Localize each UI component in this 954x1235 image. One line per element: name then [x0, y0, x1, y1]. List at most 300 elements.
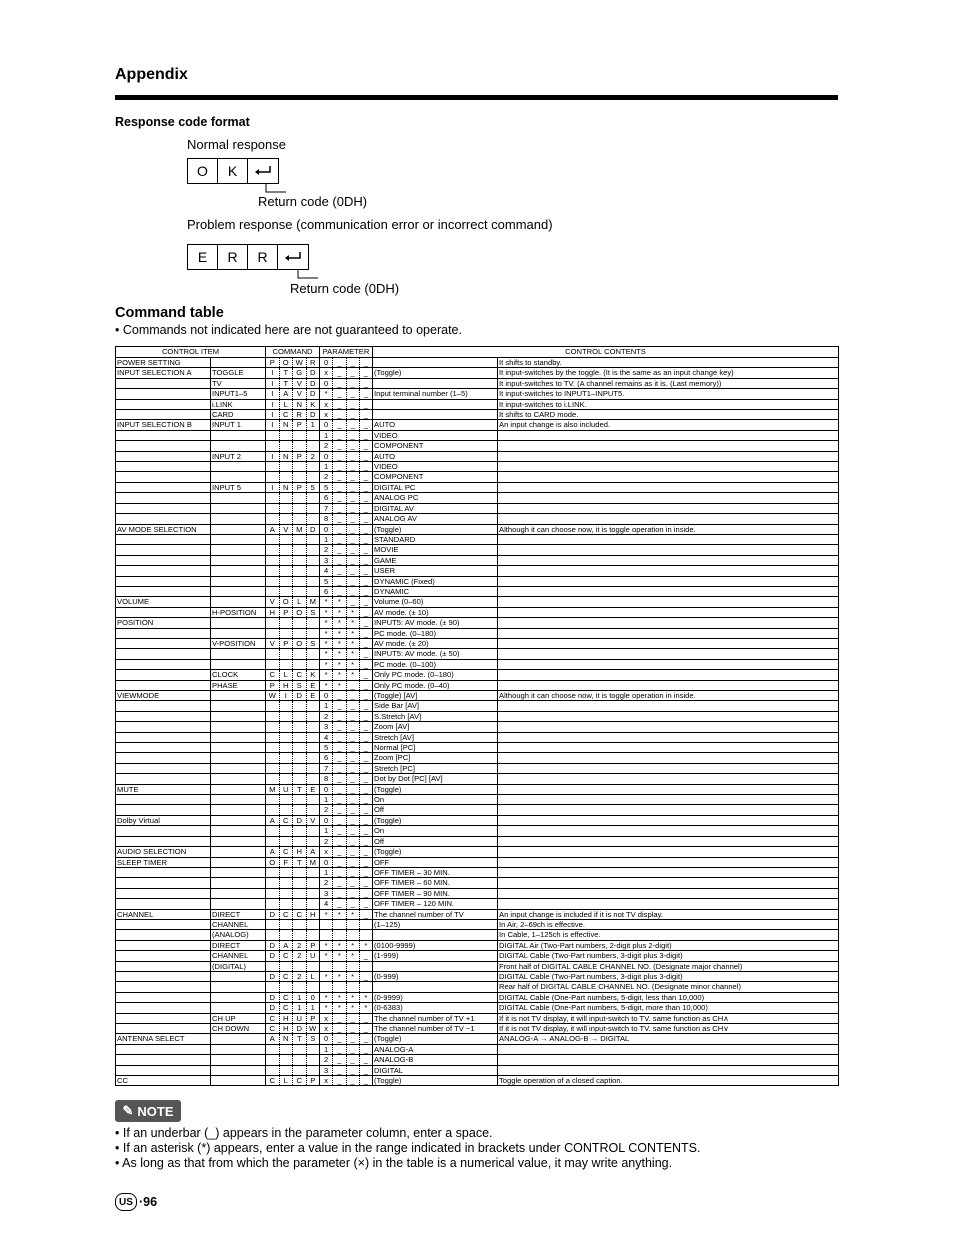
char-slot: _: [333, 795, 346, 804]
contents-cell: [498, 430, 839, 440]
sub-item-cell: [211, 784, 266, 794]
char-slot: _: [363, 1044, 368, 1054]
contents-cell: [498, 451, 839, 461]
parameter-cell: [320, 992, 373, 1002]
command-cell-chars: [266, 462, 319, 471]
contents-cell: [498, 732, 839, 742]
parameter-cell: [320, 982, 373, 992]
char-slot: M: [309, 857, 316, 867]
char-slot: 8: [320, 514, 333, 523]
table-row: [116, 722, 839, 732]
command-cell-chars: [266, 847, 319, 856]
control-item-cell: [116, 503, 211, 513]
char-slot: [280, 899, 294, 908]
char-slot: [307, 660, 320, 669]
char-slot: [360, 982, 372, 991]
char-slot: [307, 764, 320, 773]
char-slot: T: [280, 368, 294, 377]
char-slot: 0: [320, 379, 333, 388]
description-cell: ANALOG-A: [373, 1044, 498, 1054]
parameter-cell-chars: [320, 400, 372, 409]
control-item-cell: [116, 1065, 211, 1075]
char-slot: 0: [320, 691, 333, 700]
table-row: [116, 638, 839, 648]
char-slot: [280, 878, 294, 887]
char-slot: [280, 795, 294, 804]
char-slot: [307, 889, 320, 898]
char-slot: _: [363, 857, 368, 867]
char-slot: [293, 556, 307, 565]
parameter-cell: [320, 1076, 373, 1086]
char-slot: _: [347, 472, 360, 481]
char-box: E: [188, 245, 218, 269]
control-item-cell: [116, 389, 211, 399]
command-cell: [266, 368, 320, 378]
parameter-cell-chars: [320, 899, 372, 908]
char-slot: [293, 733, 307, 742]
char-slot: [280, 493, 294, 502]
parameter-cell: [320, 1044, 373, 1054]
parameter-cell-chars: [320, 982, 372, 991]
char-slot: [280, 1066, 294, 1075]
table-row: [116, 680, 839, 690]
table-row: [116, 888, 839, 898]
command-cell-chars: [266, 1014, 319, 1023]
char-slot: H: [280, 1024, 294, 1033]
sub-item-cell: [211, 430, 266, 440]
char-slot: [293, 962, 307, 971]
contents-cell: [498, 888, 839, 898]
char-slot: [293, 868, 307, 877]
command-cell: [266, 378, 320, 388]
char-slot: _: [333, 472, 346, 481]
command-cell-chars: [266, 826, 319, 835]
char-slot: P: [280, 608, 294, 617]
control-item-cell: [116, 670, 211, 680]
command-cell: [266, 805, 320, 815]
table-row: [116, 878, 839, 888]
parameter-cell: [320, 857, 373, 867]
parameter-cell: [320, 368, 373, 378]
description-cell: Volume (0–60): [373, 597, 498, 607]
table-row: [116, 389, 839, 399]
command-cell-chars: [266, 1024, 319, 1033]
parameter-cell: [320, 576, 373, 586]
command-cell: [266, 566, 320, 576]
char-slot: [293, 587, 307, 596]
char-slot: [293, 899, 307, 908]
char-slot: _: [347, 753, 360, 762]
char-slot: [280, 545, 294, 554]
sub-item-cell: [211, 503, 266, 513]
description-cell: INPUT5: AV mode. (± 50): [373, 649, 498, 659]
parameter-cell-chars: [320, 930, 372, 939]
char-slot: [266, 733, 280, 742]
contents-cell: [498, 847, 839, 857]
char-slot: S: [310, 607, 316, 617]
command-cell-chars: [266, 441, 319, 450]
char-slot: *: [333, 639, 346, 648]
char-slot: _: [363, 649, 368, 659]
table-row: [116, 514, 839, 524]
char-slot: D: [266, 941, 280, 950]
char-slot: _: [347, 805, 360, 814]
char-slot: [280, 764, 294, 773]
char-slot: _: [363, 399, 368, 409]
char-slot: [280, 535, 294, 544]
table-row: [116, 992, 839, 1002]
char-slot: _: [363, 826, 368, 836]
char-slot: _: [347, 868, 360, 877]
description-cell: (Toggle): [373, 368, 498, 378]
sub-item-cell: [211, 732, 266, 742]
char-slot: [293, 504, 307, 513]
sub-item-cell: [211, 888, 266, 898]
sub-item-cell: [211, 649, 266, 659]
parameter-cell-chars: [320, 431, 372, 440]
description-cell: (1-999): [373, 951, 498, 961]
description-cell: PC mode. (0–180): [373, 628, 498, 638]
sub-item-cell: [211, 826, 266, 836]
char-box: R: [218, 245, 248, 269]
char-slot: [293, 431, 307, 440]
char-slot: _: [333, 1076, 346, 1085]
char-slot: *: [333, 910, 346, 919]
command-cell-chars: [266, 431, 319, 440]
control-item-cell: [116, 930, 211, 940]
char-slot: C: [280, 951, 294, 960]
table-row: [116, 774, 839, 784]
command-cell-chars: [266, 858, 319, 867]
command-cell-chars: [266, 1055, 319, 1064]
char-slot: 5: [320, 577, 333, 586]
contents-cell: [498, 659, 839, 669]
char-slot: *: [320, 618, 333, 627]
parameter-cell-chars: [320, 993, 372, 1002]
parameter-cell-chars: [320, 837, 372, 846]
parameter-cell-chars: [320, 410, 372, 419]
contents-cell: [498, 555, 839, 565]
parameter-cell: [320, 847, 373, 857]
table-row: [116, 607, 839, 617]
char-slot: O: [280, 358, 294, 367]
sub-item-cell: [211, 857, 266, 867]
char-slot: [347, 962, 360, 971]
char-slot: _: [333, 889, 346, 898]
description-cell: DIGITAL: [373, 1065, 498, 1075]
parameter-cell: [320, 493, 373, 503]
command-cell: [266, 597, 320, 607]
command-cell-chars: [266, 962, 319, 971]
command-cell-chars: [266, 1045, 319, 1054]
char-slot: _: [347, 785, 360, 794]
char-slot: S: [293, 681, 307, 690]
parameter-cell-chars: [320, 358, 372, 367]
parameter-cell: [320, 909, 373, 919]
char-slot: _: [333, 577, 346, 586]
char-slot: _: [347, 556, 360, 565]
parameter-cell: [320, 732, 373, 742]
command-cell: [266, 524, 320, 534]
char-slot: [307, 618, 320, 627]
char-slot: _: [333, 826, 346, 835]
char-slot: [293, 472, 307, 481]
char-slot: *: [333, 608, 346, 617]
char-slot: [293, 1045, 307, 1054]
description-cell: INPUT5: AV mode. (± 90): [373, 618, 498, 628]
parameter-cell: [320, 524, 373, 534]
char-slot: 2: [293, 951, 307, 960]
char-slot: [293, 535, 307, 544]
char-slot: _: [363, 888, 368, 898]
sub-item-cell: CH UP: [211, 1013, 266, 1023]
table-row: [116, 867, 839, 877]
parameter-cell-chars: [320, 826, 372, 835]
description-cell: (1–125): [373, 919, 498, 929]
char-slot: _: [363, 815, 368, 825]
contents-cell: [498, 1065, 839, 1075]
control-item-cell: [116, 628, 211, 638]
char-slot: [333, 962, 346, 971]
command-cell-chars: [266, 816, 319, 825]
command-cell-chars: [266, 504, 319, 513]
control-item-cell: [116, 940, 211, 950]
char-slot: [266, 753, 280, 762]
contents-cell: [498, 701, 839, 711]
char-slot: [307, 629, 320, 638]
char-slot: 2: [320, 878, 333, 887]
contents-cell: DIGITAL Cable (One-Part numbers, 5-digit, more than 10,000): [498, 1003, 839, 1013]
char-slot: [307, 712, 320, 721]
table-row: [116, 971, 839, 981]
char-slot: I: [266, 389, 280, 398]
char-slot: [293, 764, 307, 773]
char-slot: T: [280, 379, 294, 388]
char-slot: *: [347, 618, 360, 627]
char-slot: I: [266, 452, 280, 461]
char-slot: _: [347, 1045, 360, 1054]
control-item-cell: [116, 753, 211, 763]
command-cell: [266, 982, 320, 992]
sub-item-cell: [211, 867, 266, 877]
sub-item-cell: [211, 659, 266, 669]
control-item-cell: [116, 410, 211, 420]
char-slot: [266, 493, 280, 502]
char-slot: W: [309, 1024, 317, 1033]
contents-cell: Rear half of DIGITAL CABLE CHANNEL NO. (Designate minor channel): [498, 982, 839, 992]
char-slot: C: [280, 410, 294, 419]
char-slot: _: [363, 1065, 368, 1075]
char-slot: _: [333, 722, 346, 731]
char-slot: [293, 441, 307, 450]
char-slot: [307, 982, 320, 991]
char-slot: _: [363, 586, 368, 596]
char-slot: _: [363, 607, 368, 617]
char-slot: [266, 930, 280, 939]
char-slot: _: [333, 504, 346, 513]
parameter-cell-chars: [320, 753, 372, 762]
char-slot: _: [333, 733, 346, 742]
sub-item-cell: [211, 774, 266, 784]
control-item-cell: [116, 607, 211, 617]
sub-item-cell: (ANALOG): [211, 930, 266, 940]
sub-item-cell: TOGGLE: [211, 368, 266, 378]
char-slot: V: [266, 597, 280, 606]
control-item-cell: [116, 701, 211, 711]
parameter-cell-chars: [320, 920, 372, 929]
char-slot: [266, 774, 280, 783]
char-slot: _: [347, 889, 360, 898]
char-slot: O: [293, 639, 307, 648]
char-slot: C: [266, 1076, 280, 1085]
description-cell: VIDEO: [373, 462, 498, 472]
char-slot: V: [266, 639, 280, 648]
command-cell-chars: [266, 722, 319, 731]
command-cell: [266, 1034, 320, 1044]
control-item-cell: [116, 743, 211, 753]
char-slot: _: [363, 680, 368, 690]
command-cell: [266, 430, 320, 440]
char-slot: [280, 920, 294, 929]
description-cell: Normal [PC]: [373, 743, 498, 753]
command-cell: [266, 1055, 320, 1065]
char-slot: D: [310, 410, 316, 420]
char-slot: _: [333, 587, 346, 596]
sub-item-cell: [211, 545, 266, 555]
char-slot: [280, 472, 294, 481]
contents-cell: [498, 482, 839, 492]
control-item-cell: [116, 774, 211, 784]
char-slot: O: [280, 597, 294, 606]
control-item-cell: [116, 763, 211, 773]
parameter-cell: [320, 1024, 373, 1034]
contents-cell: If it is not TV display, it will input-switch to TV. same function as CH∧: [498, 1013, 839, 1023]
sub-item-cell: DIRECT: [211, 940, 266, 950]
command-cell: [266, 399, 320, 409]
sub-item-cell: [211, 1076, 266, 1086]
title-rule: [115, 95, 838, 100]
contents-cell: [498, 514, 839, 524]
command-cell: [266, 410, 320, 420]
char-slot: 6: [320, 493, 333, 502]
char-slot: *: [320, 597, 333, 606]
char-slot: _: [347, 504, 360, 513]
char-slot: *: [347, 910, 360, 919]
parameter-cell-chars: [320, 805, 372, 814]
char-slot: [293, 493, 307, 502]
parameter-cell-chars: [320, 649, 372, 658]
sub-item-cell: [211, 586, 266, 596]
parameter-cell-chars: [320, 847, 372, 856]
description-cell: [373, 399, 498, 409]
command-cell-chars: [266, 930, 319, 939]
char-slot: [293, 795, 307, 804]
command-cell: [266, 514, 320, 524]
char-slot: 8: [320, 774, 333, 783]
parameter-cell: [320, 795, 373, 805]
char-slot: P: [310, 1076, 316, 1086]
char-slot: x: [320, 368, 333, 377]
control-item-cell: [116, 836, 211, 846]
char-slot: 3: [320, 1066, 333, 1075]
command-cell-chars: [266, 514, 319, 523]
contents-cell: [498, 493, 839, 503]
contents-cell: [498, 805, 839, 815]
parameter-cell: [320, 472, 373, 482]
char-slot: [307, 774, 320, 783]
control-item-cell: [116, 399, 211, 409]
parameter-cell-chars: [320, 525, 372, 534]
contents-cell: It shifts to standby.: [498, 358, 839, 368]
char-slot: *: [320, 1003, 333, 1012]
char-slot: [307, 868, 320, 877]
char-slot: [280, 722, 294, 731]
sub-item-cell: [211, 1034, 266, 1044]
char-slot: [266, 649, 280, 658]
description-cell: [373, 378, 498, 388]
char-slot: *: [347, 649, 360, 658]
sub-item-cell: CARD: [211, 410, 266, 420]
contents-cell: [498, 566, 839, 576]
description-cell: (Toggle): [373, 784, 498, 794]
command-cell: [266, 441, 320, 451]
command-cell: [266, 503, 320, 513]
control-item-cell: INPUT SELECTION A: [116, 368, 211, 378]
char-slot: M: [266, 785, 280, 794]
char-slot: [280, 774, 294, 783]
char-slot: [307, 1055, 320, 1064]
char-slot: O: [293, 608, 307, 617]
char-slot: [347, 982, 360, 991]
parameter-cell-chars: [320, 566, 372, 575]
contents-cell: [498, 722, 839, 732]
parameter-cell: [320, 670, 373, 680]
char-slot: 2: [320, 712, 333, 721]
char-slot: 4: [320, 733, 333, 742]
contents-cell: [498, 753, 839, 763]
command-cell-chars: [266, 805, 319, 814]
table-row: [116, 368, 839, 378]
sub-item-cell: [211, 847, 266, 857]
char-slot: [280, 826, 294, 835]
char-slot: *: [364, 1003, 368, 1013]
char-slot: _: [347, 847, 360, 856]
table-row: [116, 732, 839, 742]
char-slot: _: [363, 410, 368, 420]
command-cell-chars: [266, 712, 319, 721]
char-slot: G: [293, 368, 307, 377]
char-slot: [266, 629, 280, 638]
char-slot: V: [310, 815, 316, 825]
char-slot: _: [333, 535, 346, 544]
char-slot: [266, 577, 280, 586]
char-slot: _: [333, 785, 346, 794]
table-row: [116, 378, 839, 388]
table-row: [116, 930, 839, 940]
parameter-cell-chars: [320, 577, 372, 586]
parameter-cell-chars: [320, 681, 372, 690]
control-item-cell: [116, 992, 211, 1002]
description-cell: ANALOG PC: [373, 493, 498, 503]
char-slot: [307, 701, 320, 710]
contents-cell: [498, 628, 839, 638]
char-slot: 1: [310, 420, 315, 430]
command-cell-chars: [266, 681, 319, 690]
char-slot: _: [363, 1076, 368, 1086]
char-slot: _: [363, 711, 368, 721]
char-slot: *: [320, 681, 333, 690]
contents-cell: [498, 503, 839, 513]
